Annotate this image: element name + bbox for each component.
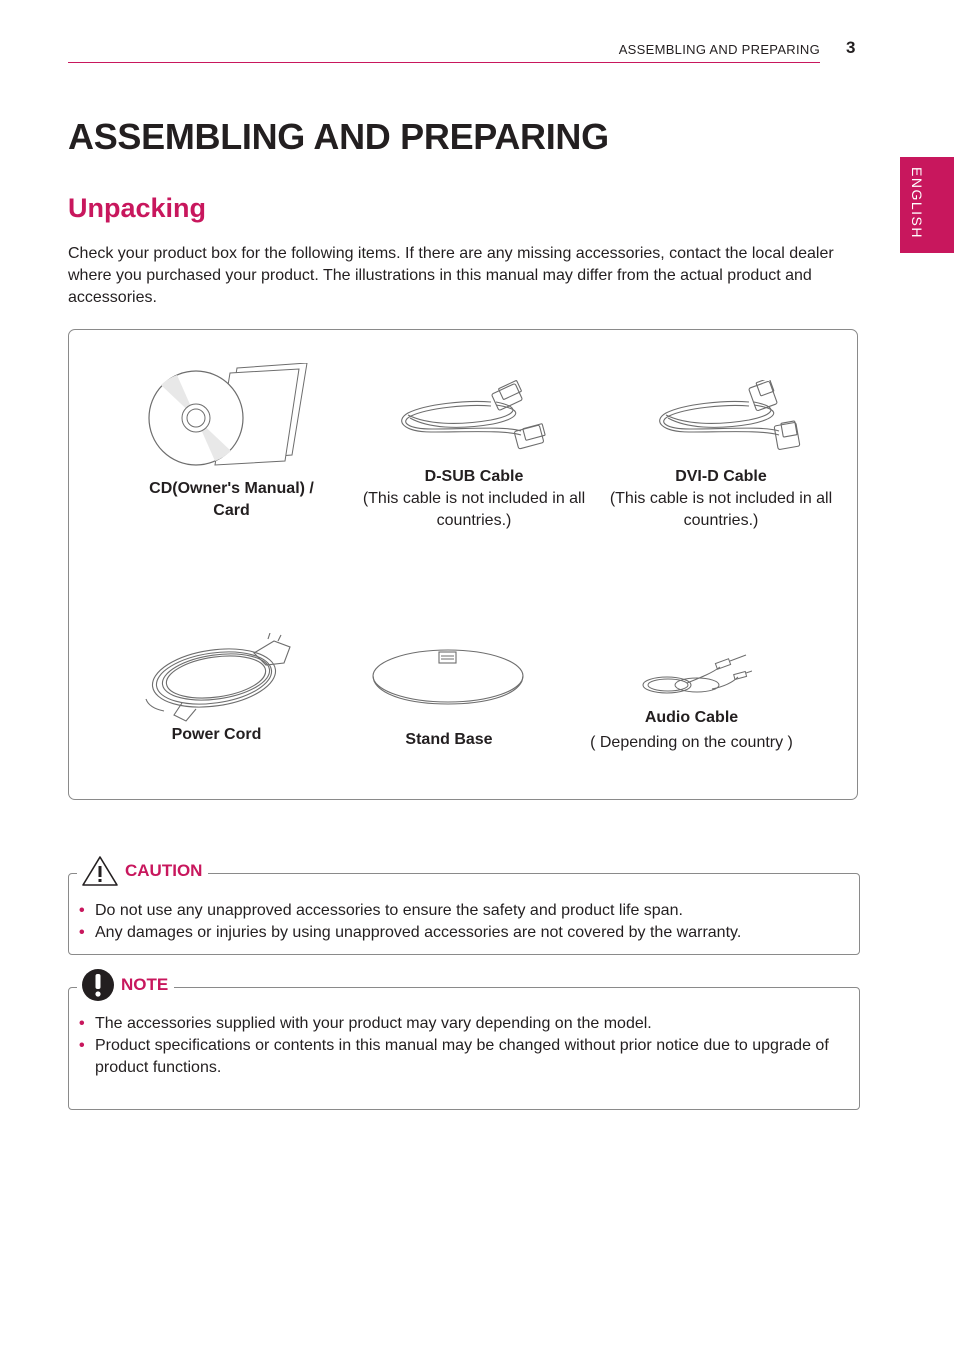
item-note-dsub: (This cable is not included in all countries.) [362, 490, 586, 529]
item-caption-cd [139, 478, 324, 522]
accessories-box [68, 329, 858, 800]
page-number: 3 [846, 38, 856, 57]
intro-paragraph: Check your product box for the following items. If there are any missing accessories, contact the local dealer where you purchased your product. The illustrations in this manual may differ from the actual product and accessories. [68, 245, 834, 306]
section-title: Unpacking [68, 193, 207, 223]
note-box [68, 975, 860, 1110]
caution-list [79, 900, 741, 944]
language-tab [900, 157, 954, 253]
running-title: ASSEMBLING AND PREPARING [618, 42, 820, 57]
item-name-power-cord: Power Cord [171, 726, 262, 743]
item-name-dvid: DVI-D Cable [675, 468, 767, 485]
note-header [77, 970, 174, 1000]
note-item: • Product specifications or contents in this manual may be changed without prior notice due to upgrade of product functions. [79, 1035, 849, 1079]
note-list [79, 1013, 849, 1079]
caution-box [68, 861, 860, 955]
item-caption-dvid [601, 466, 841, 532]
note-label: NOTE [121, 975, 169, 994]
caution-label: CAUTION [125, 861, 203, 880]
caution-item: • Do not use any unapproved accessories to ensure the safety and product life span. [79, 900, 741, 922]
item-caption-power-cord [129, 724, 304, 746]
language-tab-label: ENGLISH [909, 167, 925, 239]
dsub-cable-illustration [396, 380, 551, 455]
caution-item: • Any damages or injuries by using unapproved accessories are not covered by the warranty. [79, 922, 741, 944]
dvid-cable-illustration [654, 380, 809, 455]
cd-card-illustration [147, 363, 312, 469]
warning-triangle-icon [81, 855, 119, 887]
item-name-cd: CD(Owner's Manual) / Card [149, 480, 314, 519]
note-item: • The accessories supplied with your product may vary depending on the model. [79, 1013, 849, 1035]
page-title: ASSEMBLING AND PREPARING [68, 116, 609, 157]
item-caption-stand-base [369, 729, 529, 751]
item-caption-dsub [354, 466, 594, 532]
item-name-stand-base: Stand Base [405, 731, 493, 748]
audio-cable-illustration [642, 653, 752, 697]
item-name-dsub: D-SUB Cable [424, 468, 524, 485]
power-cord-illustration [144, 633, 296, 723]
item-caption-audio-cable [579, 707, 804, 754]
exclamation-circle-icon [81, 968, 115, 1002]
item-note-dvid: (This cable is not included in all countries.) [609, 490, 833, 529]
stand-base-illustration [371, 648, 525, 708]
item-note-audio-cable: ( Depending on the country ) [590, 734, 793, 751]
item-name-audio-cable: Audio Cable [644, 709, 739, 726]
caution-header [77, 856, 208, 886]
running-header [68, 38, 820, 63]
